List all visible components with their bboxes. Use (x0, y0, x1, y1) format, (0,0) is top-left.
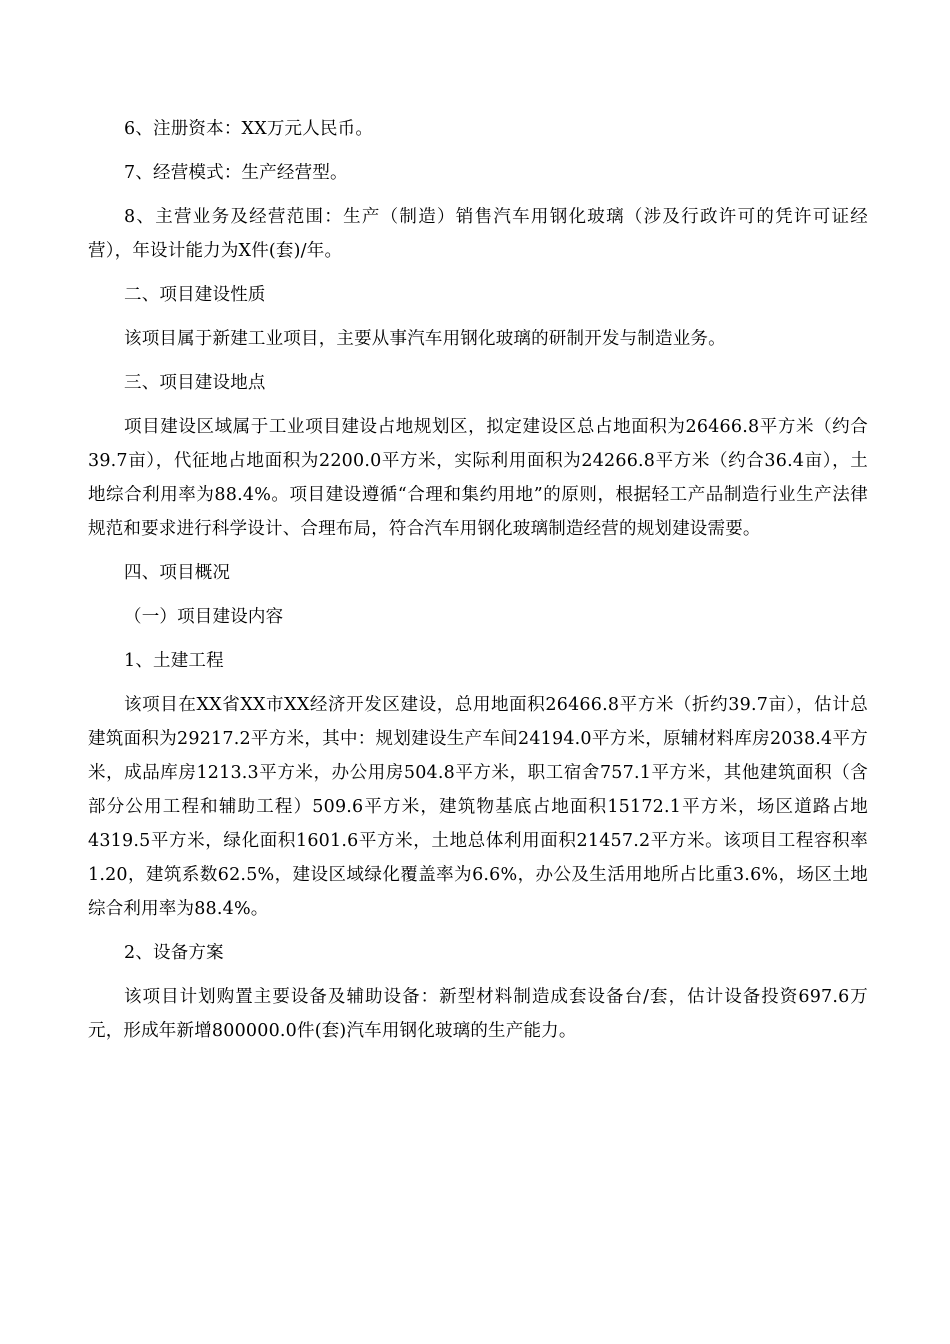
item-heading-equipment: 2、设备方案 (124, 943, 224, 963)
equipment-plan: 该项目计划购置主要设备及辅助设备：新型材料制造成套设备台/套，估计设备投资697.6万元，形成年新增800000.0件(套)汽车用钢化玻璃的生产能力。 (88, 987, 868, 1041)
subsection-heading-content: （一）项目建设内容 (124, 607, 284, 627)
registered-capital: 6、注册资本：XX万元人民币。 (124, 119, 374, 139)
business-mode: 7、经营模式：生产经营型。 (124, 163, 348, 183)
document-page (88, 112, 868, 1058)
section-heading-location: 三、项目建设地点 (124, 373, 266, 393)
civil-engineering: 该项目在XX省XX市XX经济开发区建设，总用地面积26466.8平方米（折约39.7亩），估计总建筑面积为29217.2平方米，其中：规划建设生产车间24194.0平方米，原辅材料库房2038.4平方米，成品库房1213.3平方米，办公用房504.8平方米，职工宿舍757.1平方米，其他建筑面积（含部分公用工程和辅助工程）509.6平方米，建筑物基底占地面积15172.1平方米，场区道路占地4319.5平方米，绿化面积1601.6平方米，土地总体利用面积21457.2平方米。该项目工程容积率1.20，建筑系数62.5%，建设区域绿化覆盖率为6.6%，办公及生活用地所占比重3.6%，场区土地综合利用率为88.4%。 (88, 695, 868, 919)
item-heading-civil: 1、土建工程 (124, 651, 224, 671)
project-nature: 该项目属于新建工业项目，主要从事汽车用钢化玻璃的研制开发与制造业务。 (124, 329, 726, 349)
business-scope: 8、主营业务及经营范围：生产（制造）销售汽车用钢化玻璃（涉及行政许可的凭许可证经营），年设计能力为X件(套)/年。 (88, 207, 868, 261)
section-heading-overview: 四、项目概况 (124, 563, 231, 583)
project-location: 项目建设区域属于工业项目建设占地规划区，拟定建设区总占地面积为26466.8平方米（约合39.7亩），代征地占地面积为2200.0平方米，实际利用面积为24266.8平方米（约合36.4亩），土地综合利用率为88.4%。项目建设遵循“合理和集约用地”的原则，根据轻工产品制造行业生产法律规范和要求进行科学设计、合理布局，符合汽车用钢化玻璃制造经营的规划建设需要。 (88, 417, 868, 539)
section-heading-nature: 二、项目建设性质 (124, 285, 266, 305)
